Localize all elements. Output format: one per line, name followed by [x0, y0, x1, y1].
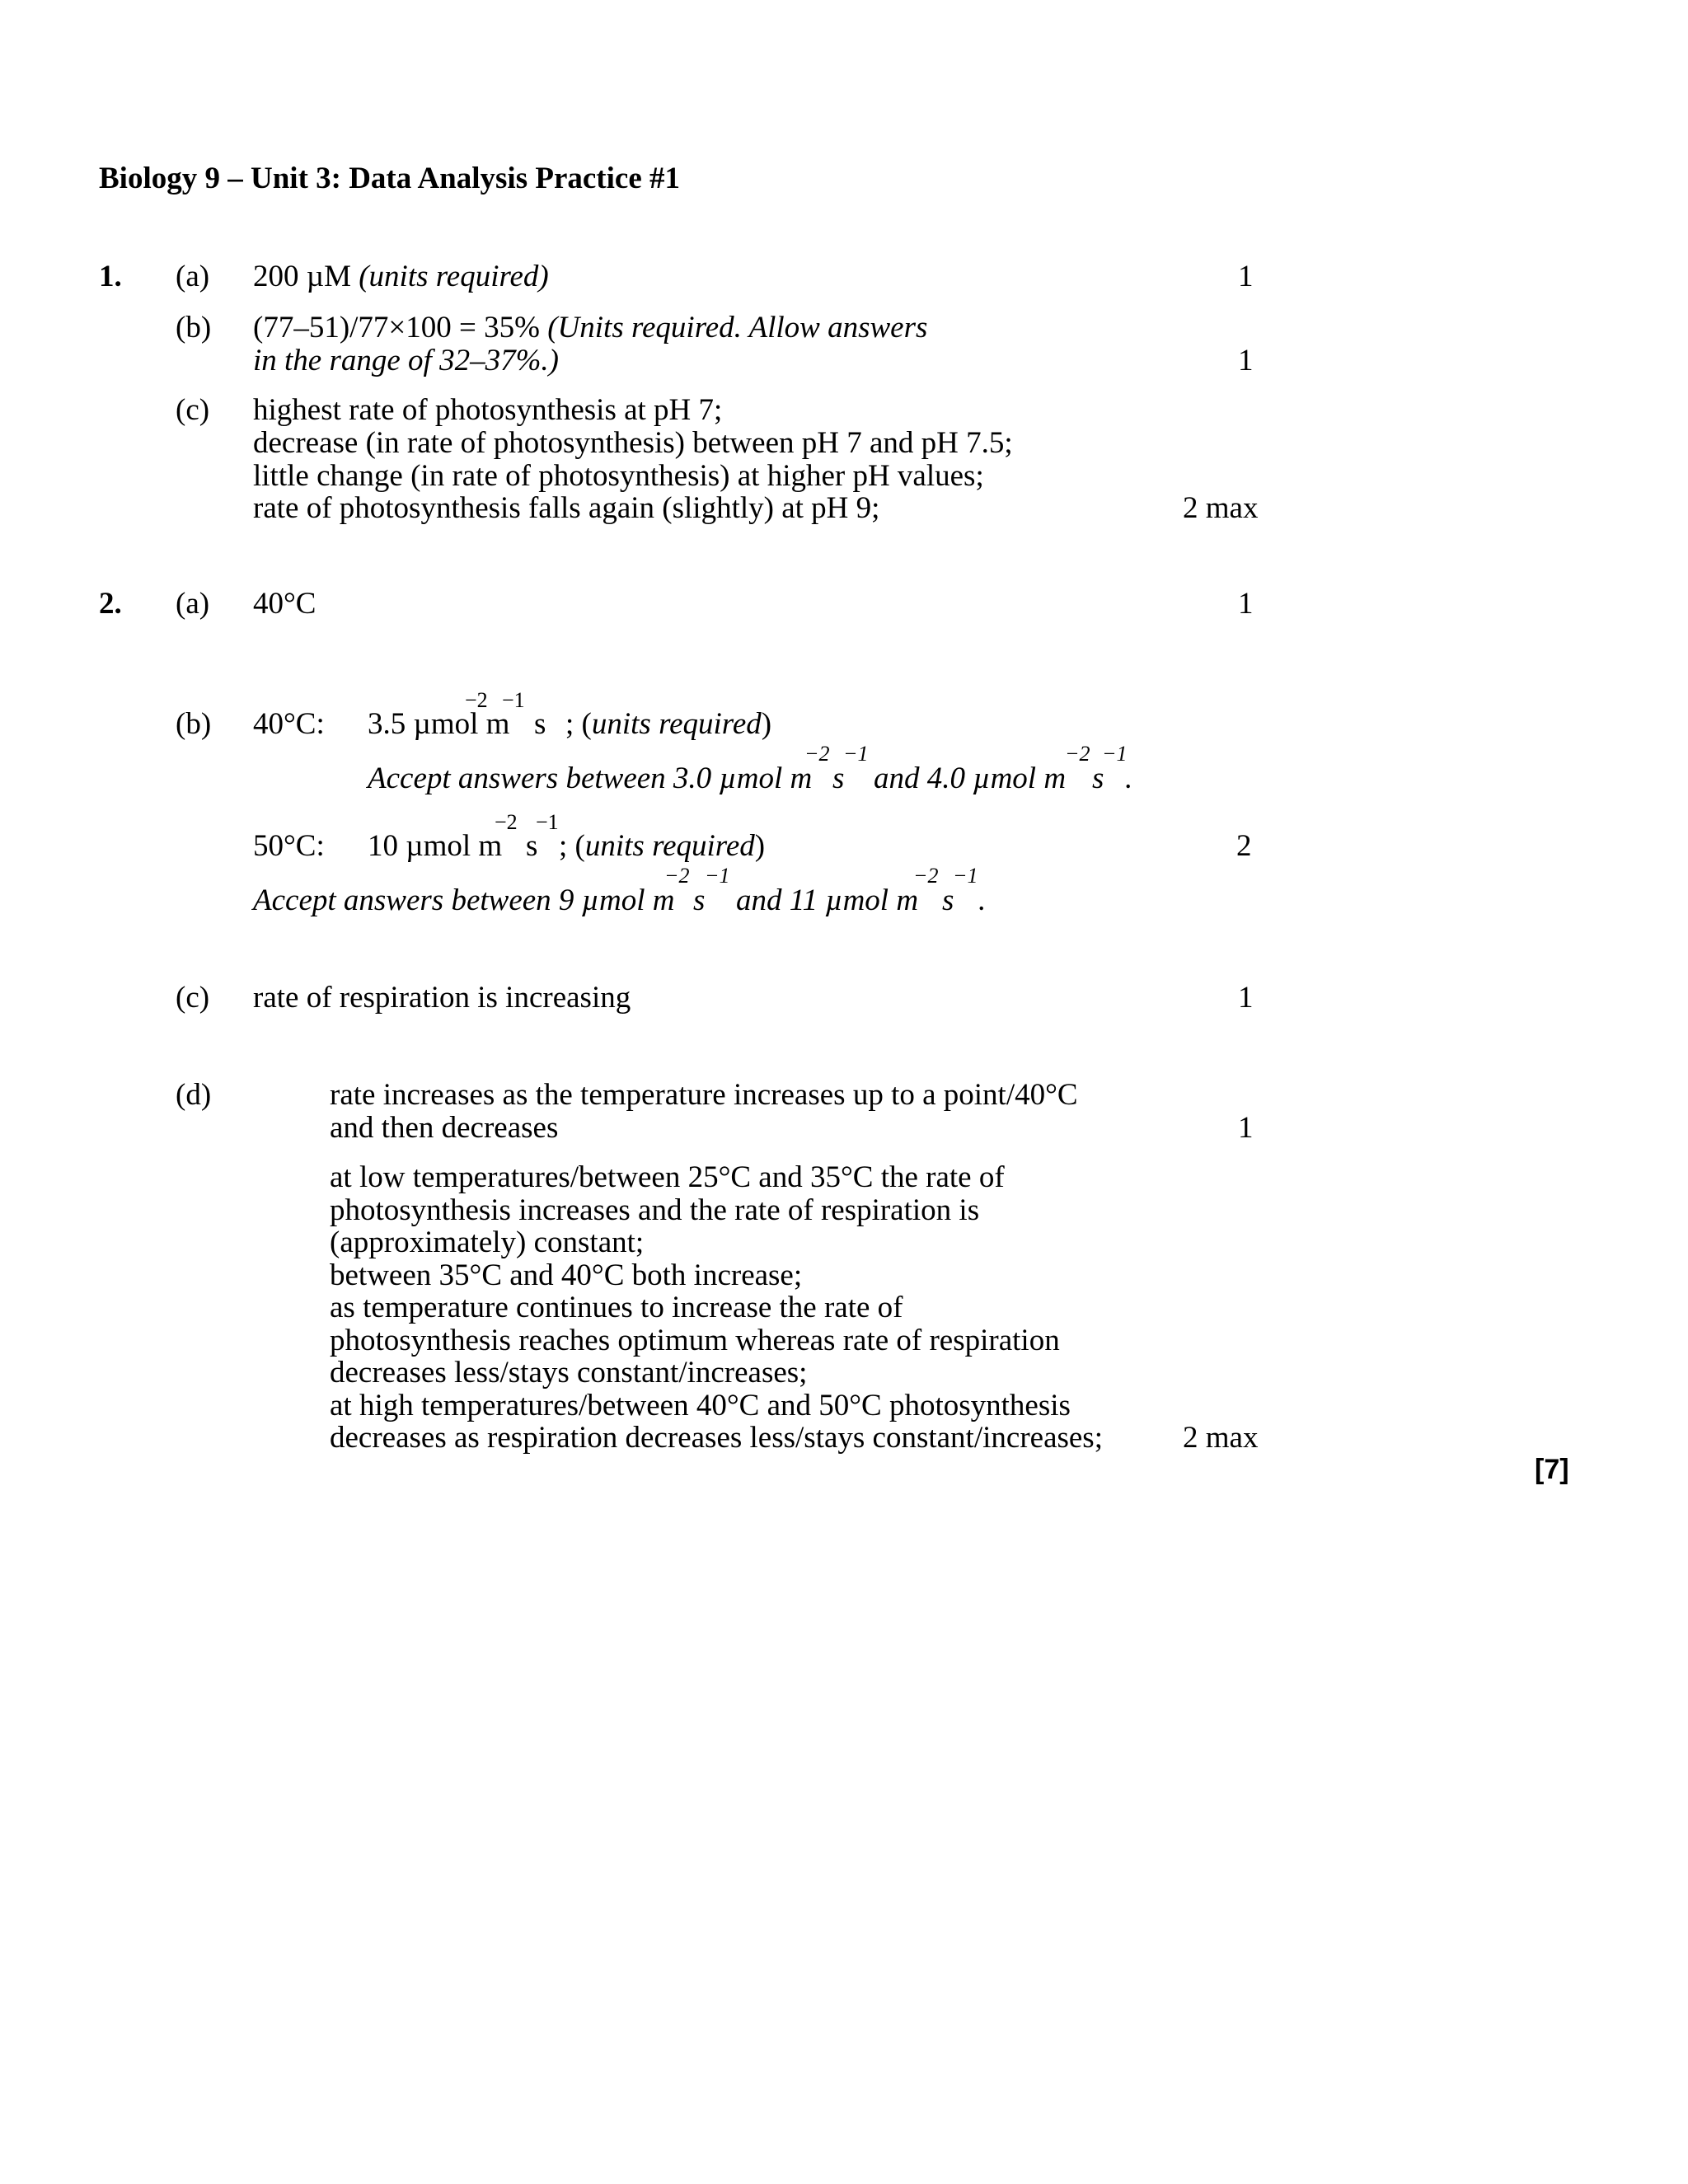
q1b-answer	[253, 312, 927, 344]
q1b-label: (b)	[176, 311, 212, 344]
q2b-50-accept-s2: s	[942, 883, 954, 917]
q2c-label: (c)	[176, 981, 210, 1015]
superscript-s-exponent: −1	[536, 810, 559, 834]
superscript-s-exponent: −1	[705, 864, 730, 888]
q2d-line: photosynthesis reaches optimum whereas rate of respiration	[330, 1324, 1060, 1357]
q1b-note-1: (Units required. Allow answers	[547, 311, 928, 344]
superscript-s-exponent: −1	[953, 864, 978, 888]
q2b-40-label: 40°C:	[253, 707, 325, 741]
q2b-40-accept-2: and 4.0 µmol m	[874, 762, 1067, 795]
q2b-40-unit-s: s	[534, 707, 546, 741]
q2d-line: as temperature continues to increase the rate of	[330, 1291, 903, 1324]
q2c-marks: 1	[1238, 981, 1254, 1015]
q1c-line: highest rate of photosynthesis at pH 7;	[253, 393, 723, 427]
q2a-marks: 1	[1238, 587, 1254, 621]
superscript-s-exponent: −1	[843, 742, 869, 766]
q2d-line: at low temperatures/between 25°C and 35°C the rate of	[330, 1160, 1005, 1194]
q1b-answer-text: (77–51)/77×100 = 35%	[253, 311, 540, 344]
q1b-note-2: in the range of 32–37%.)	[253, 344, 559, 377]
q1a-answer-text: 200 µM	[253, 260, 351, 293]
superscript-m-exponent: −2	[913, 864, 939, 888]
q2d-line: photosynthesis increases and the rate of respiration is	[330, 1193, 980, 1227]
q2b-label: (b)	[176, 707, 212, 741]
total-marks: [7]	[1535, 1454, 1569, 1485]
q2d-line: rate increases as the temperature increases up to a point/40°C	[330, 1078, 1078, 1112]
q1a-answer	[253, 260, 549, 293]
superscript-s-exponent: −1	[502, 688, 525, 712]
q2b-50-unit-s: s	[526, 829, 538, 863]
q2d-line: at high temperatures/between 40°C and 50°C photosynthesis	[330, 1389, 1071, 1422]
q2a-label: (a)	[176, 587, 210, 621]
q2c-answer: rate of respiration is increasing	[253, 981, 631, 1015]
q2b-50-accept-2: and 11 µmol m	[736, 883, 919, 917]
close-paren: )	[761, 707, 772, 741]
superscript-m-exponent: −2	[465, 688, 488, 712]
units-required: units required	[584, 829, 755, 863]
q2d-marks-1: 1	[1238, 1111, 1254, 1145]
q1a-marks: 1	[1238, 260, 1254, 293]
superscript-m-exponent: −2	[495, 810, 518, 834]
q1c-line: rate of photosynthesis falls again (slightly) at pH 9;	[253, 491, 880, 525]
q2d-line: decreases as respiration decreases less/stays constant/increases;	[330, 1421, 1103, 1455]
q1a-label: (a)	[176, 260, 210, 293]
q1b-marks: 1	[1238, 344, 1254, 377]
q2b-40-units-note	[565, 708, 771, 741]
q1a-note: (units required)	[359, 260, 549, 293]
q2b-50-units-note	[559, 830, 765, 863]
q2b-40-accept-s2: s	[1092, 762, 1104, 795]
q2d-line: between 35°C and 40°C both increase;	[330, 1258, 803, 1292]
question-2-number: 2.	[99, 587, 122, 621]
q2b-40-accept-end: .	[1125, 762, 1133, 795]
q2b-marks: 2	[1236, 829, 1252, 863]
semicolon-paren: ; (	[565, 707, 592, 741]
q2d-line: (approximately) constant;	[330, 1226, 645, 1259]
units-required: units required	[591, 707, 762, 741]
q2d-line: and then decreases	[330, 1111, 559, 1145]
superscript-s-exponent: −1	[1102, 742, 1128, 766]
superscript-m-exponent: −2	[1065, 742, 1090, 766]
q2b-50-accept-s: s	[693, 883, 706, 917]
page-title: Biology 9 – Unit 3: Data Analysis Practice #1	[99, 162, 681, 195]
q2b-50-label: 50°C:	[253, 829, 325, 863]
semicolon-paren: ; (	[559, 829, 585, 863]
q2b-50-accept: Accept answers between 9 µmol m	[253, 883, 675, 917]
q2b-40-accept: Accept answers between 3.0 µmol m	[368, 762, 813, 795]
superscript-m-exponent: −2	[804, 742, 830, 766]
q2b-40-accept-s: s	[832, 762, 845, 795]
q2b-50-accept-end: .	[978, 883, 987, 917]
q2b-50-value: 10 µmol m	[368, 829, 503, 863]
q2d-line: decreases less/stays constant/increases;	[330, 1356, 808, 1390]
q2d-marks-2: 2 max	[1183, 1421, 1259, 1455]
close-paren: )	[754, 829, 766, 863]
q1c-line: little change (in rate of photosynthesis) at higher pH values;	[253, 459, 984, 493]
superscript-m-exponent: −2	[664, 864, 690, 888]
question-1-number: 1.	[99, 260, 122, 293]
q1c-marks: 2 max	[1183, 491, 1259, 525]
q2d-label: (d)	[176, 1078, 212, 1112]
q1c-line: decrease (in rate of photosynthesis) between pH 7 and pH 7.5;	[253, 426, 1013, 460]
q2a-answer: 40°C	[253, 587, 316, 621]
q1c-label: (c)	[176, 393, 210, 427]
q2b-40-value: 3.5 µmol m	[368, 707, 510, 741]
